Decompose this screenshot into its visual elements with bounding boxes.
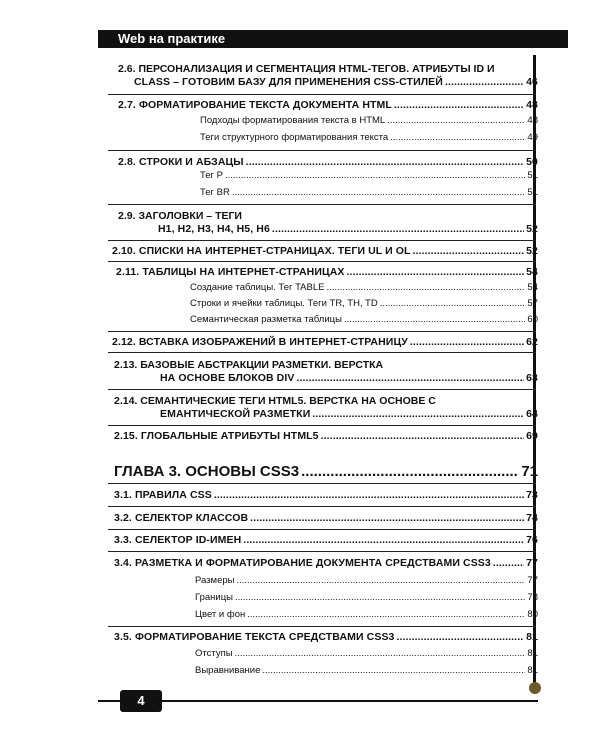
toc-sub-entry[interactable]	[195, 648, 538, 659]
toc-sub-title: Создание таблицы. Тег TABLE	[190, 282, 325, 293]
leader-dots	[301, 463, 519, 480]
toc-page: 51	[527, 170, 538, 181]
toc-entry-3-2[interactable]	[114, 512, 538, 524]
toc-sub-entry[interactable]	[195, 665, 538, 676]
leader-dots	[246, 156, 524, 168]
toc-entry-3-4[interactable]	[114, 557, 538, 569]
toc-title: ФОРМАТИРОВАНИЕ ТЕКСТА СРЕДСТВАМИ CSS3	[134, 631, 395, 643]
toc-page: 46	[526, 76, 538, 88]
toc-sub-title: Подходы форматирования текста в HTML	[200, 115, 386, 126]
ornament-dot	[529, 682, 541, 694]
toc-page: 62	[526, 336, 538, 348]
running-header: Web на практике	[98, 30, 568, 48]
toc-sub-entry[interactable]	[200, 170, 538, 181]
toc-entry-2-7[interactable]	[118, 99, 538, 111]
toc-sub-entry[interactable]	[195, 592, 538, 603]
toc-entry-2-6[interactable]	[118, 62, 495, 76]
toc-entry-2-8[interactable]	[118, 156, 538, 168]
divider	[108, 425, 536, 426]
leader-dots	[394, 99, 524, 111]
toc-title: ТАБЛИЦЫ НА ИНТЕРНЕТ-СТРАНИЦАХ	[142, 266, 345, 278]
toc-sub-entry[interactable]	[190, 282, 538, 293]
toc-sub-title: Теги структурного форматирования текста	[200, 132, 389, 143]
toc-entry-2-14-line2[interactable]	[160, 408, 538, 420]
toc-num: 2.9.	[118, 210, 136, 222]
toc-sub-title: Тег P	[200, 170, 223, 181]
toc-page: 60	[527, 314, 538, 325]
toc-title: СЕЛЕКТОР КЛАССОВ	[134, 512, 249, 524]
toc-num: 2.12.	[112, 336, 136, 348]
toc-page: 81	[527, 665, 538, 676]
toc-num: 3.3.	[114, 534, 132, 546]
leader-dots	[347, 266, 525, 278]
toc-page: 73	[526, 489, 538, 501]
leader-dots	[321, 430, 524, 442]
toc-title: ГЛОБАЛЬНЫЕ АТРИБУТЫ HTML5	[140, 430, 319, 442]
toc-entry-2-11[interactable]	[116, 266, 538, 278]
leader-dots	[214, 489, 524, 501]
toc-sub-title: Тег BR	[200, 187, 230, 198]
toc-title-line: СЕМАНТИЧЕСКИЕ ТЕГИ HTML5. ВЕРСТКА НА ОСНОВЕ С	[140, 395, 436, 407]
toc-sub-title: Выравнивание	[195, 665, 261, 676]
leader-dots	[410, 336, 524, 348]
toc-title: ПРАВИЛА CSS	[134, 489, 212, 501]
toc-sub-entry[interactable]	[190, 298, 538, 309]
toc-entry-3-1[interactable]	[114, 489, 538, 501]
toc-page: 74	[526, 512, 538, 524]
leader-dots	[232, 187, 526, 198]
chapter-page: 71	[521, 463, 538, 480]
toc-sub-entry[interactable]	[190, 314, 538, 325]
divider	[108, 150, 536, 151]
toc-title-line: НА ОСНОВЕ БЛОКОВ DIV	[160, 372, 295, 384]
leader-dots	[272, 223, 524, 235]
toc-entry-2-6-line2[interactable]	[134, 76, 538, 88]
divider	[108, 240, 536, 241]
divider	[108, 506, 536, 507]
leader-dots	[297, 372, 525, 384]
toc-num: 2.14.	[114, 395, 138, 407]
leader-dots	[243, 534, 524, 546]
toc-sub-entry[interactable]	[200, 115, 538, 126]
toc-page: 77	[526, 557, 538, 569]
toc-sub-title: Цвет и фон	[195, 609, 246, 620]
toc-num: 2.7.	[118, 99, 136, 111]
toc-page: 76	[526, 534, 538, 546]
leader-dots	[390, 132, 525, 143]
leader-dots	[326, 282, 525, 293]
leader-dots	[445, 76, 524, 88]
toc-entry-2-13-line2[interactable]	[160, 372, 538, 384]
divider	[108, 331, 536, 332]
toc-entry-2-14[interactable]	[114, 394, 436, 408]
toc-num: 2.15.	[114, 430, 138, 442]
leader-dots	[235, 648, 526, 659]
leader-dots	[247, 609, 525, 620]
toc-title-line: CLASS – ГОТОВИМ БАЗУ ДЛЯ ПРИМЕНЕНИЯ CSS-СТИЛЕЙ	[134, 76, 443, 88]
leader-dots	[236, 575, 525, 586]
leader-dots	[235, 592, 525, 603]
toc-page: 48	[526, 99, 538, 111]
toc-page: 52	[526, 223, 538, 235]
toc-num: 3.1.	[114, 489, 132, 501]
toc-num: 3.2.	[114, 512, 132, 524]
toc-title-line: ЗАГОЛОВКИ – ТЕГИ	[138, 210, 242, 222]
toc-title: СЕЛЕКТОР ID-ИМЕН	[134, 534, 242, 546]
toc-title-line: ПЕРСОНАЛИЗАЦИЯ И СЕГМЕНТАЦИЯ HTML-ТЕГОВ. АТРИБУТЫ ID И	[138, 63, 495, 75]
toc-page: 54	[527, 282, 538, 293]
toc-title-line: БАЗОВЫЕ АБСТРАКЦИИ РАЗМЕТКИ. ВЕРСТКА	[140, 359, 384, 371]
toc-num: 3.5.	[114, 631, 132, 643]
divider	[108, 483, 536, 484]
toc-sub-title: Семантическая разметка таблицы	[190, 314, 342, 325]
toc-page: 78	[527, 592, 538, 603]
toc-num: 2.11.	[116, 266, 140, 278]
toc-title: СПИСКИ НА ИНТЕРНЕТ-СТРАНИЦАХ. ТЕГИ UL И OL	[138, 245, 411, 257]
leader-dots	[493, 557, 524, 569]
page-number: 4	[120, 690, 162, 712]
toc-title: РАЗМЕТКА И ФОРМАТИРОВАНИЕ ДОКУМЕНТА СРЕДСТВАМИ CSS3	[134, 557, 491, 569]
toc-page: 51	[527, 187, 538, 198]
toc-num: 3.4.	[114, 557, 132, 569]
toc-page: 48	[527, 115, 538, 126]
divider	[108, 626, 536, 627]
divider	[108, 204, 536, 205]
toc-title-line: H1, H2, H3, H4, H5, H6	[158, 223, 270, 235]
toc-chapter-3[interactable]	[114, 463, 538, 480]
toc-page: 77	[527, 575, 538, 586]
leader-dots	[387, 115, 525, 126]
toc-num: 2.8.	[118, 156, 136, 168]
leader-dots	[262, 665, 525, 676]
toc-page: 52	[526, 245, 538, 257]
toc-sub-title: Отступы	[195, 648, 233, 659]
divider	[108, 551, 536, 552]
leader-dots	[250, 512, 524, 524]
toc-title: ВСТАВКА ИЗОБРАЖЕНИЙ В ИНТЕРНЕТ-СТРАНИЦУ	[138, 336, 408, 348]
toc-page: 80	[527, 609, 538, 620]
leader-dots	[225, 170, 525, 181]
toc-entry-2-12[interactable]	[112, 336, 538, 348]
toc-entry-3-3[interactable]	[114, 534, 538, 546]
toc-title: ФОРМАТИРОВАНИЕ ТЕКСТА ДОКУМЕНТА HTML	[138, 99, 392, 111]
toc-page: 69	[526, 430, 538, 442]
toc-sub-entry[interactable]	[195, 609, 538, 620]
divider	[108, 352, 536, 353]
toc-sub-entry[interactable]	[195, 575, 538, 586]
divider	[108, 94, 536, 95]
divider	[108, 261, 536, 262]
toc-num: 2.10.	[112, 245, 136, 257]
leader-dots	[380, 298, 526, 309]
toc-sub-entry[interactable]	[200, 132, 538, 143]
toc-entry-2-13[interactable]	[114, 358, 383, 372]
toc-entry-2-9-line2[interactable]	[158, 223, 538, 235]
footer-rule	[98, 700, 538, 702]
toc-num: 2.6.	[118, 63, 136, 75]
toc-page: 54	[526, 266, 538, 278]
leader-dots	[413, 245, 525, 257]
toc-sub-entry[interactable]	[200, 187, 538, 198]
toc-entry-2-10[interactable]	[112, 245, 538, 257]
toc-page: 57	[527, 298, 538, 309]
toc-num: 2.13.	[114, 359, 138, 371]
toc-page: 81	[527, 648, 538, 659]
divider	[108, 389, 536, 390]
toc-sub-title: Границы	[195, 592, 233, 603]
toc-page: 81	[526, 631, 538, 643]
chapter-title: ГЛАВА 3. ОСНОВЫ CSS3	[114, 463, 300, 480]
toc-page: 49	[527, 132, 538, 143]
toc-entry-2-9[interactable]	[118, 209, 242, 223]
toc-title-line: ЕМАНТИЧЕСКОЙ РАЗМЕТКИ	[160, 408, 311, 420]
toc-page: 50	[526, 156, 538, 168]
leader-dots	[397, 631, 525, 643]
divider	[108, 529, 536, 530]
toc-sub-title: Строки и ячейки таблицы. Теги TR, TH, TD	[190, 298, 378, 309]
toc-title: СТРОКИ И АБЗАЦЫ	[138, 156, 244, 168]
leader-dots	[344, 314, 526, 325]
leader-dots	[312, 408, 524, 420]
toc-page: 64	[526, 408, 538, 420]
toc-page: 63	[526, 372, 538, 384]
toc-sub-title: Размеры	[195, 575, 235, 586]
toc-entry-2-15[interactable]	[114, 430, 538, 442]
toc-entry-3-5[interactable]	[114, 631, 538, 643]
